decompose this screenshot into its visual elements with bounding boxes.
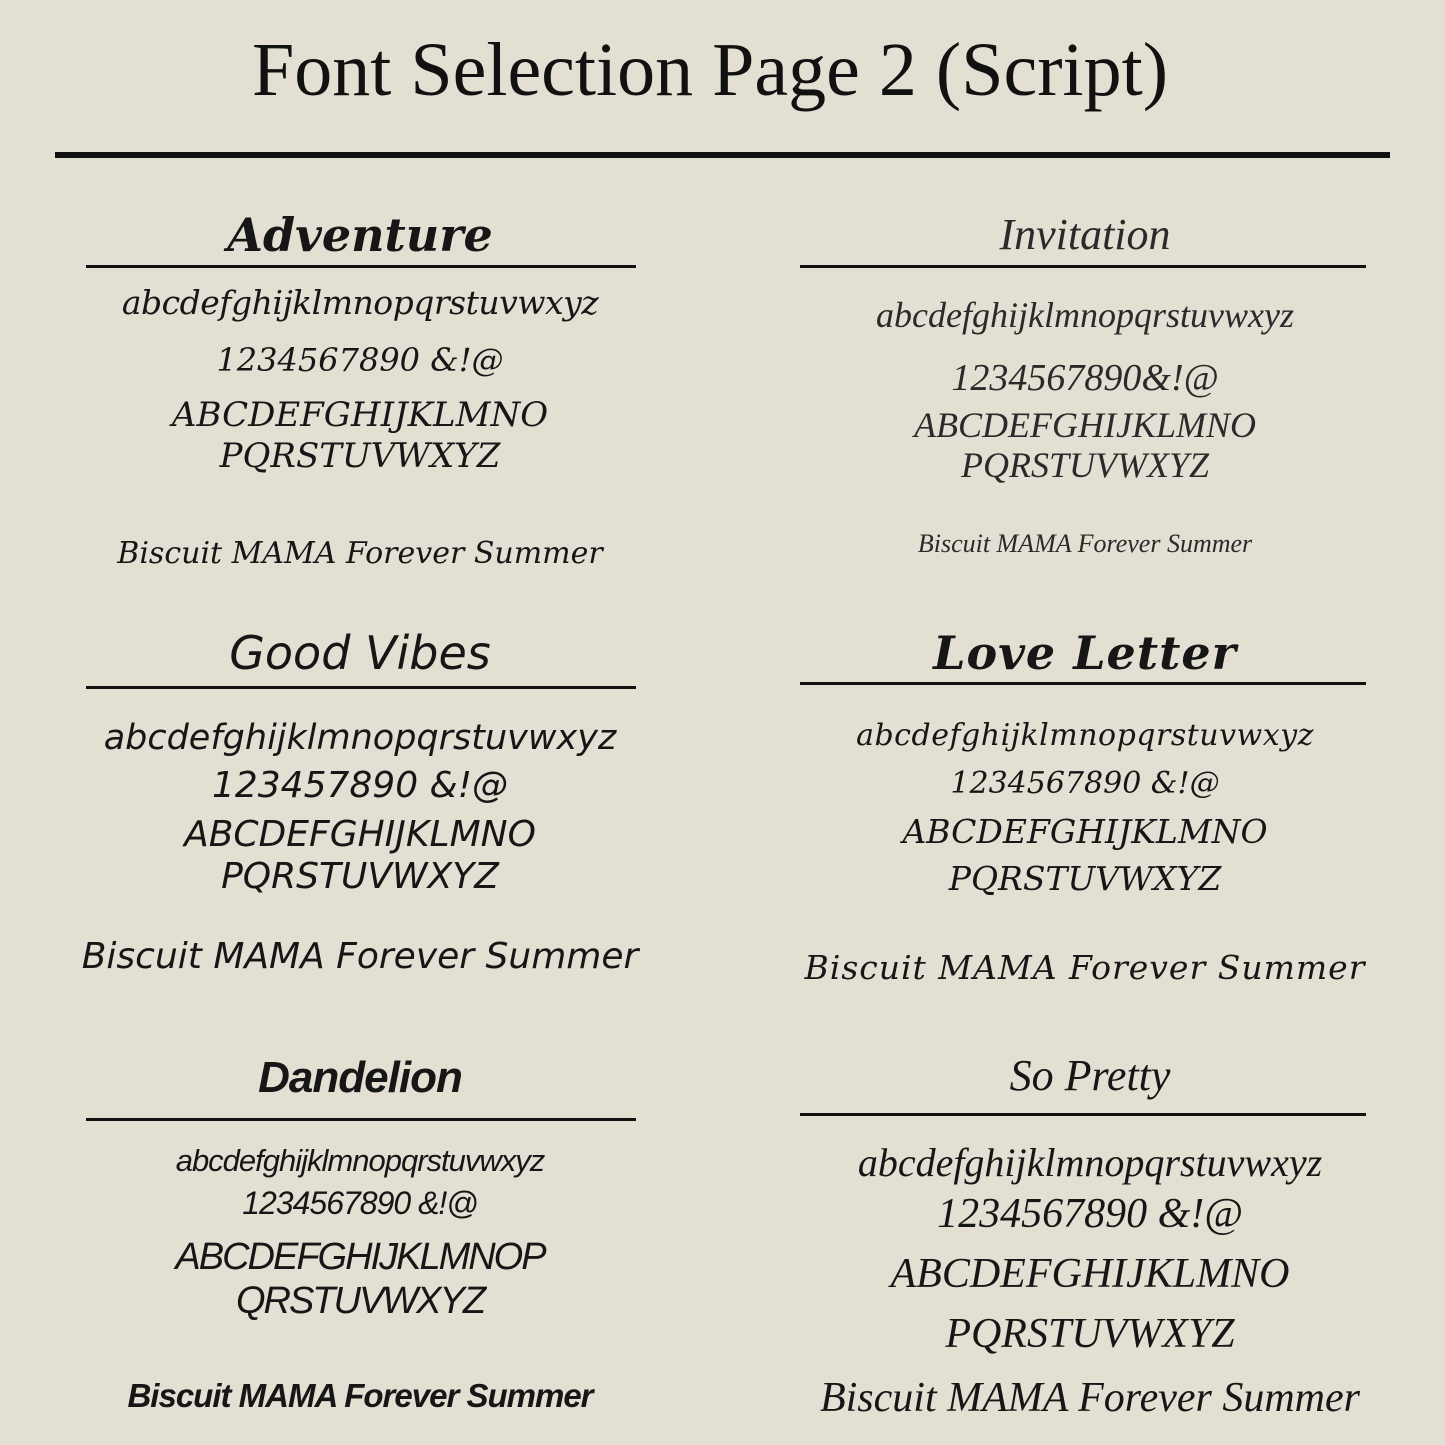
lowercase-sample: abcdefghijklmnopqrstuvwxyz: [857, 1140, 1323, 1185]
lowercase-sample: abcdefghijklmnopqrstuvwxyz: [121, 283, 599, 322]
font-name-rule: [800, 265, 1366, 268]
phrase-sample: Biscuit MAMA Forever Summer: [117, 536, 603, 571]
page-title: Font Selection Page 2 (Script): [251, 28, 1169, 112]
numbers-sample: 1234567890&!@: [951, 357, 1219, 399]
uppercase-sample-2: PQRSTUVWXYZ: [221, 856, 499, 897]
uppercase-sample-2: PQRSTUVWXYZ: [945, 1311, 1235, 1357]
phrase-sample: Biscuit MAMA Forever Summer: [917, 529, 1253, 558]
font-name-rule: [86, 1118, 636, 1121]
phrase-sample: Biscuit MAMA Forever Summer: [81, 936, 639, 977]
uppercase-sample-2: PQRSTUVWXYZ: [960, 445, 1209, 485]
numbers-sample: 1234567890 &!@: [216, 341, 504, 379]
uppercase-sample-1: ABCDEFGHIJKLMNO: [890, 1251, 1290, 1297]
phrase-sample: Biscuit MAMA Forever Summer: [127, 1377, 593, 1414]
uppercase-sample-1: ABCDEFGHIJKLMNOP: [175, 1236, 545, 1278]
uppercase-sample-1: ABCDEFGHIJKLMNO: [902, 812, 1268, 851]
font-name-rule: [800, 1113, 1366, 1116]
font-block-adventure: [40, 200, 680, 600]
uppercase-sample-1: ABCDEFGHIJKLMNO: [171, 395, 549, 435]
font-block-dandelion: [40, 1040, 680, 1440]
font-block-love-letter: [745, 620, 1425, 1000]
lowercase-sample: abcdefghijklmnopqrstuvwxyz: [103, 718, 617, 758]
phrase-sample: Biscuit MAMA Forever Summer: [819, 1375, 1361, 1421]
uppercase-sample-2: QRSTUVWXYZ: [235, 1280, 485, 1322]
lowercase-sample: abcdefghijklmnopqrstuvwxyz: [175, 1143, 545, 1178]
font-name: Invitation: [999, 210, 1171, 259]
uppercase-sample-1: ABCDEFGHIJKLMNO: [914, 405, 1256, 445]
font-name-rule: [800, 682, 1366, 685]
numbers-sample: 1234567890 &!@: [950, 766, 1220, 801]
font-name-rule: [86, 686, 636, 689]
phrase-sample: Biscuit MAMA Forever Summer: [804, 948, 1366, 987]
font-block-so-pretty: [760, 1040, 1420, 1440]
numbers-sample: 1234567890 &!@: [242, 1185, 478, 1221]
font-name: Dandelion: [258, 1053, 462, 1102]
uppercase-sample-1: ABCDEFGHIJKLMNO: [184, 814, 536, 855]
uppercase-sample-2: PQRSTUVWXYZ: [948, 859, 1222, 898]
lowercase-sample: abcdefghijklmnopqrstuvwxyz: [876, 295, 1294, 335]
title-divider: [55, 152, 1390, 158]
font-name: Love Letter: [933, 626, 1237, 680]
font-block-invitation: [760, 200, 1410, 600]
font-name-rule: [86, 265, 636, 268]
uppercase-sample-2: PQRSTUVWXYZ: [219, 436, 501, 476]
numbers-sample: 1234567890 &!@: [937, 1191, 1243, 1237]
font-block-good-vibes: [40, 620, 680, 1000]
font-name: So Pretty: [1009, 1051, 1171, 1100]
font-name: Adventure: [227, 208, 493, 262]
font-name: Good Vibes: [229, 626, 491, 680]
lowercase-sample: abcdefghijklmnopqrstuvwxyz: [856, 718, 1314, 753]
numbers-sample: 123457890 &!@: [211, 765, 509, 806]
